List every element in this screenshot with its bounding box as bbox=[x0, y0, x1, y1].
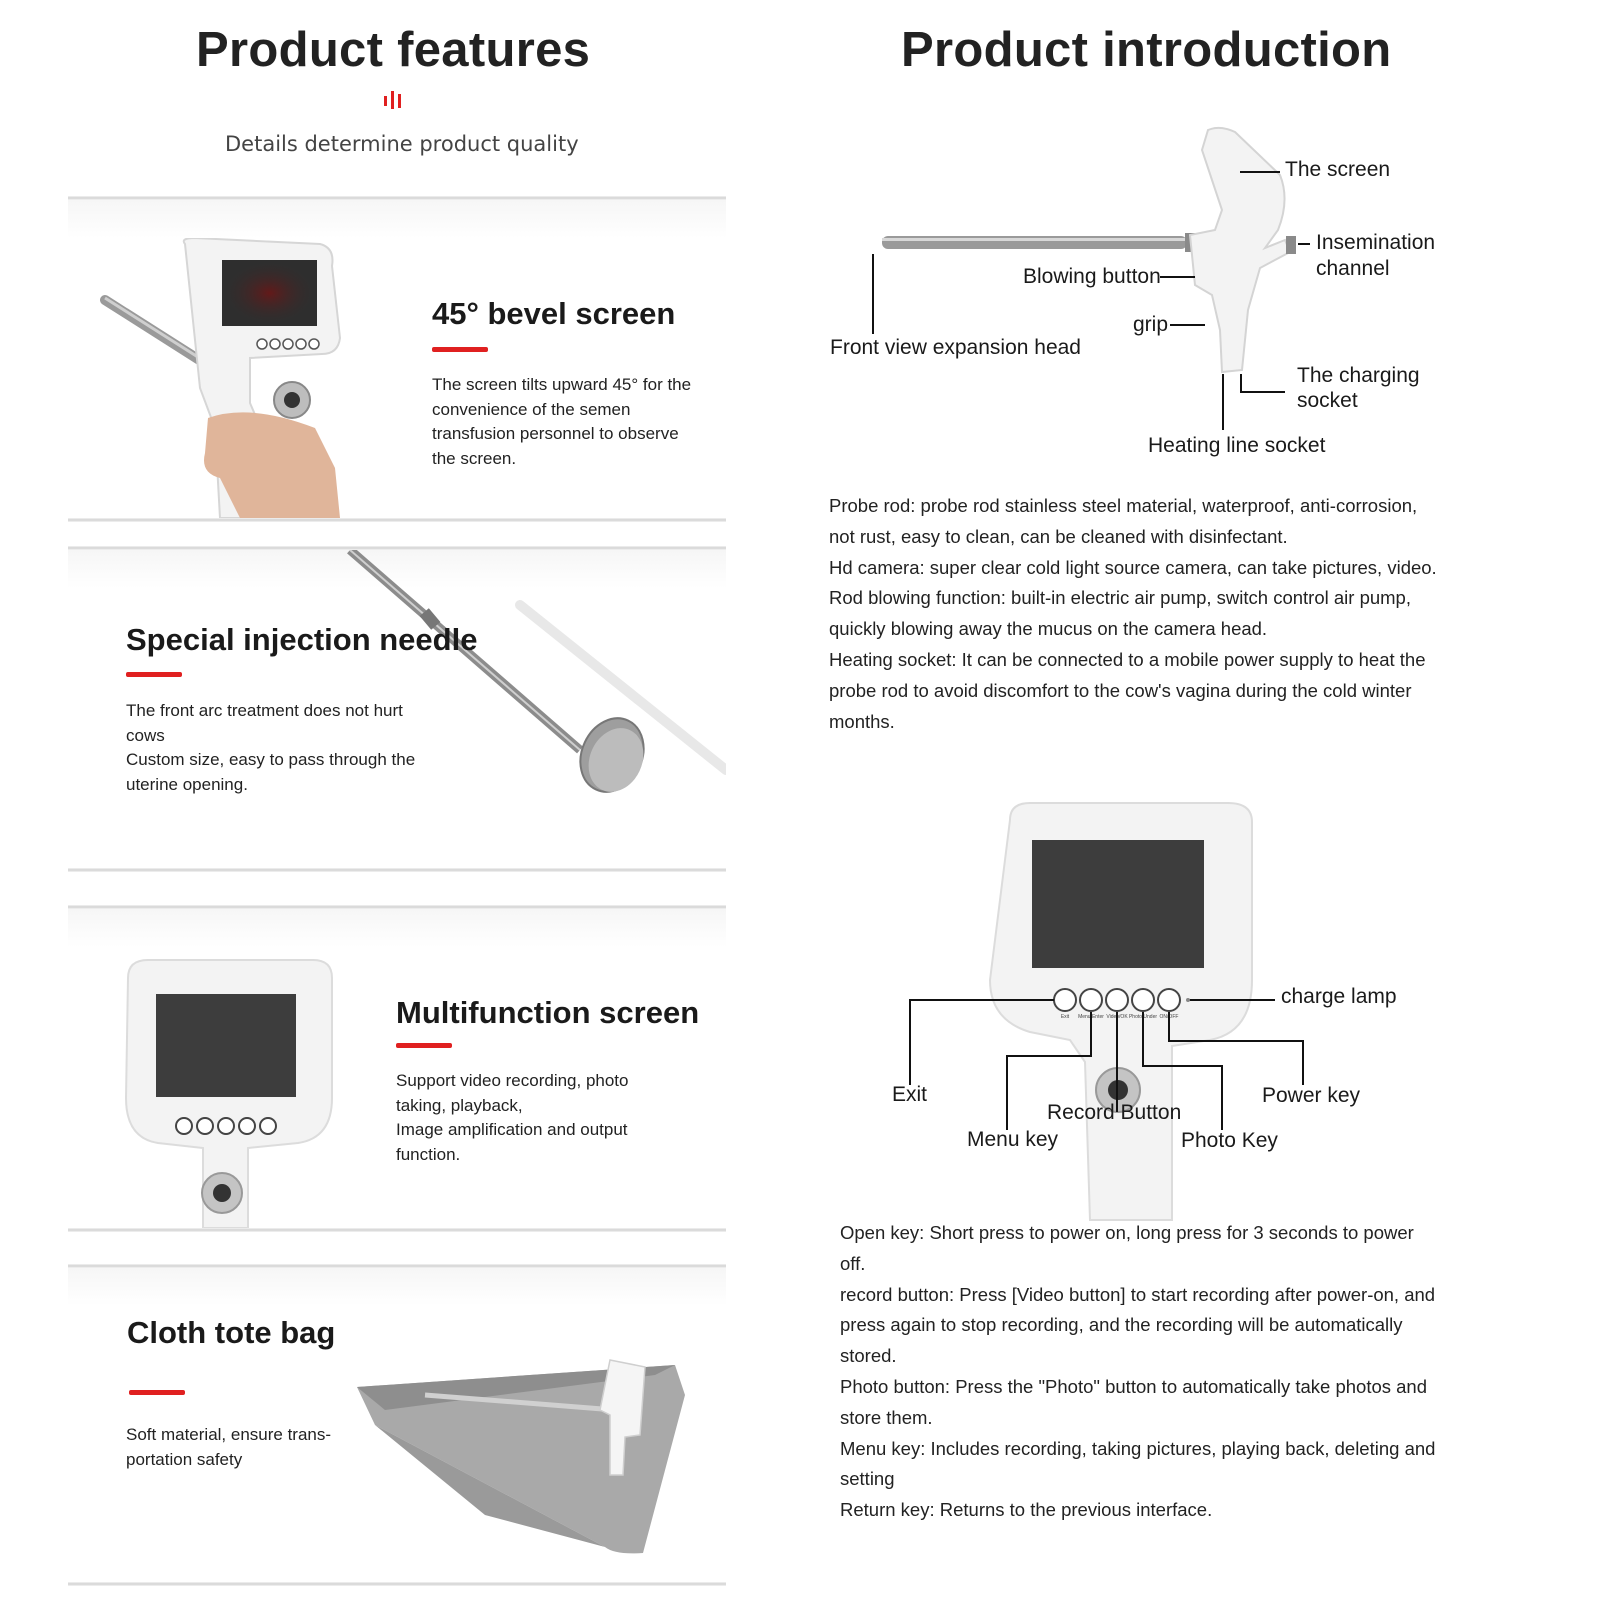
label-heating-socket: Heating line socket bbox=[1148, 434, 1326, 457]
label-record-button: Record Button bbox=[1047, 1101, 1182, 1124]
red-accent-bar bbox=[396, 1043, 452, 1048]
accent-marks-icon bbox=[383, 90, 407, 110]
paragraph: Return key: Returns to the previous interface. bbox=[840, 1499, 1213, 1521]
paragraph: Probe rod: probe rod stainless steel material, waterproof, anti-corrosion, not rust, easy to clean, can be cleaned with disinfectant. bbox=[829, 495, 1418, 547]
red-accent-bar bbox=[432, 347, 488, 352]
probe-description bbox=[829, 491, 1441, 737]
label-photo-key: Photo Key bbox=[1181, 1129, 1278, 1152]
paragraph: Photo button: Press the "Photo" button to automatically take photos and store them. bbox=[840, 1375, 1428, 1428]
paragraph: record button: Press [Video button] to start recording after power-on, and press again to stop recording, and the recording will be automatically stored. bbox=[840, 1283, 1436, 1367]
paragraph: Heating socket: It can be connected to a mobile power supply to heat the probe rod to avoid discomfort to the cow's vagina during the cold winter months. bbox=[829, 648, 1426, 732]
keys-description bbox=[840, 1218, 1440, 1526]
tote-bag-image bbox=[355, 1355, 695, 1555]
button-caption: Video/OK bbox=[1106, 1014, 1128, 1020]
feature-title-bag: Cloth tote bag bbox=[127, 1315, 336, 1350]
intro-title: Product introduction bbox=[901, 23, 1392, 77]
paragraph: Menu key: Includes recording, taking pictures, playing back, deleting and setting bbox=[840, 1437, 1436, 1490]
divider bbox=[68, 1582, 726, 1586]
red-accent-bar bbox=[129, 1390, 185, 1395]
feature-desc-screen bbox=[396, 1069, 656, 1167]
feature-title-needle: Special injection needle bbox=[126, 622, 478, 657]
divider bbox=[68, 1228, 726, 1232]
label-blowing-button: Blowing button bbox=[1023, 265, 1161, 288]
button-caption: ON/OFF bbox=[1159, 1014, 1179, 1020]
label-power-key: Power key bbox=[1262, 1084, 1361, 1107]
button-caption: Exit bbox=[1060, 1014, 1070, 1020]
divider bbox=[68, 518, 726, 522]
feature-desc-bag: Soft material, ensure trans-portation safety bbox=[126, 1425, 332, 1469]
device-front-diagram bbox=[880, 800, 1440, 1230]
feature-desc-needle bbox=[126, 699, 426, 797]
label-front-view: Front view expansion head bbox=[830, 336, 1081, 359]
label-grip: grip bbox=[1133, 313, 1169, 336]
label-screen: The screen bbox=[1285, 158, 1391, 181]
device-bevel-image bbox=[100, 238, 350, 518]
button-caption: Photo/Under bbox=[1128, 1014, 1158, 1020]
feature-title-screen: Multifunction screen bbox=[396, 995, 700, 1030]
features-title: Product features bbox=[196, 23, 591, 77]
feature-desc-line: The front arc treatment does not hurt cows bbox=[126, 701, 403, 745]
paragraph: Rod blowing function: built-in electric air pump, switch control air pump, quickly blowing away the mucus on the camera head. bbox=[829, 587, 1411, 640]
feature-desc-line: Custom size, easy to pass through the uterine opening. bbox=[126, 750, 416, 794]
feature-desc-line: Support video recording, photo taking, playback, bbox=[396, 1071, 629, 1115]
features-subtitle: Details determine product quality bbox=[225, 132, 579, 156]
device-front-image bbox=[118, 958, 338, 1228]
paragraph: Hd camera: super clear cold light source camera, can take pictures, video. bbox=[829, 556, 1437, 578]
feature-title-bevel: 45° bevel screen bbox=[432, 296, 676, 331]
feature-desc-bevel: The screen tilts upward 45° for the convenience of the semen transfusion personnel to observe the screen. bbox=[432, 375, 692, 468]
paragraph: Open key: Short press to power on, long press for 3 seconds to power off. bbox=[840, 1222, 1414, 1274]
label-exit: Exit bbox=[892, 1083, 928, 1106]
label-charge-lamp: charge lamp bbox=[1281, 985, 1397, 1008]
button-caption: Menu/Enter bbox=[1078, 1014, 1104, 1020]
red-accent-bar bbox=[126, 672, 182, 677]
label-insemination-channel: Insemination channel bbox=[1316, 231, 1436, 280]
label-menu-key: Menu key bbox=[967, 1128, 1059, 1151]
label-charging-socket: The charging socket bbox=[1297, 364, 1420, 412]
divider bbox=[68, 868, 726, 872]
feature-desc-line: Image amplification and output function. bbox=[396, 1120, 628, 1164]
